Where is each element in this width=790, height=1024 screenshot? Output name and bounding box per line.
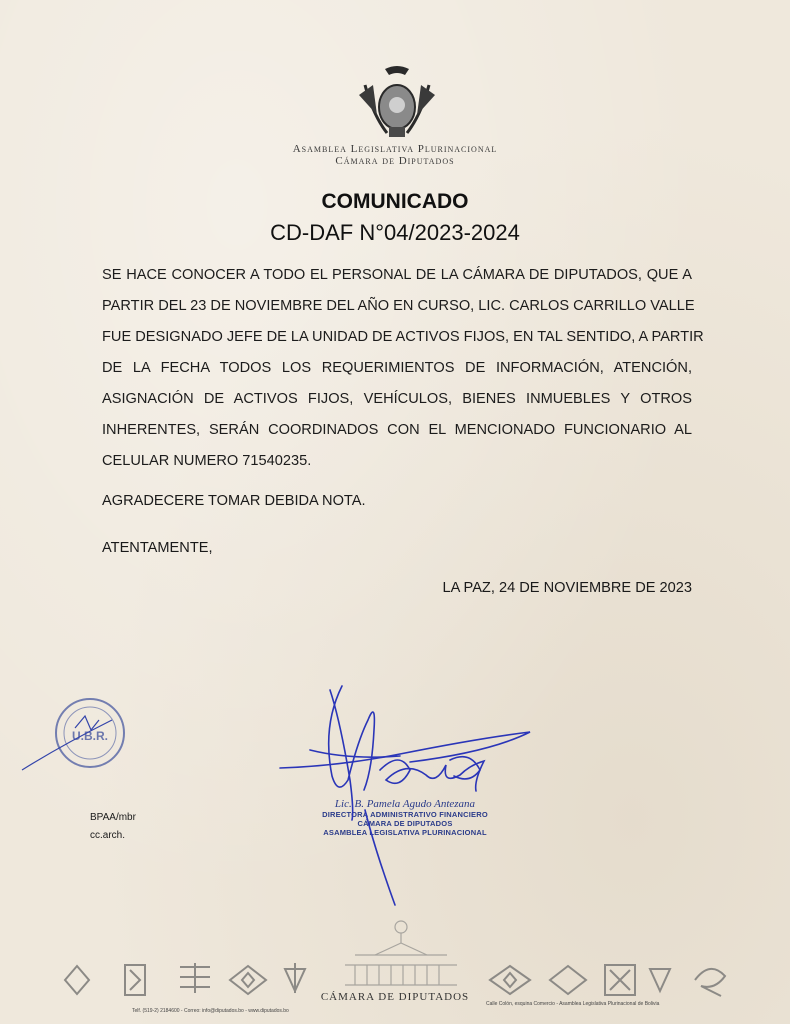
- paragraph-line: DE LA FECHA TODOS LOS REQUERIMIENTOS DE INFORMACIÓN, ATENCIÓN,: [102, 360, 692, 376]
- paragraph-line: SE HACE CONOCER A TODO EL PERSONAL DE LA CÁMARA DE DIPUTADOS, QUE A: [102, 267, 692, 283]
- paragraph-main: [102, 260, 704, 477]
- paragraph-note: AGRADECERE TOMAR DEBIDA NOTA.: [102, 493, 366, 509]
- handwritten-signature-icon: [270, 680, 540, 920]
- stamp-text: U.B.R.: [72, 729, 108, 743]
- document-code: CD-DAF N°04/2023-2024: [270, 220, 520, 245]
- institution-line-2: Cámara de Diputados: [335, 155, 455, 167]
- signer-name: Lic. B. Pamela Agudo Antezana: [334, 798, 476, 810]
- signer-role-1: DIRECTORA ADMINISTRATIVO FINANCIERO: [322, 810, 488, 819]
- paragraph-line: ASIGNACIÓN DE ACTIVOS FIJOS, VEHÍCULOS, BIENES INMUEBLES Y OTROS: [102, 391, 692, 407]
- paragraph-line: PARTIR DEL 23 DE NOVIEMBRE DEL AÑO EN CURSO, LIC. CARLOS CARRILLO VALLE: [102, 298, 695, 314]
- paragraph-line: INHERENTES, SERÁN COORDINADOS CON EL MENCIONADO FUNCIONARIO AL: [102, 422, 692, 438]
- footer-label: CÁMARA DE DIPUTADOS: [320, 991, 470, 1003]
- round-stamp-icon: [20, 688, 130, 778]
- footer-address: Calle Colón, esquina Comercio - Asamblea Legislativa Plurinacional de Bolivia: [486, 1001, 660, 1007]
- document-title: COMUNICADO: [321, 190, 469, 213]
- institution-line-1: Asamblea Legislativa Plurinacional: [292, 143, 498, 155]
- closing: ATENTAMENTE,: [102, 540, 213, 556]
- place-date: LA PAZ, 24 DE NOVIEMBRE DE 2023: [442, 580, 692, 596]
- footer-contact: Telf. (519-2) 2184600 - Correo: info@diputados.bo - www.diputados.bo: [132, 1008, 289, 1014]
- paragraph-line: FUE DESIGNADO JEFE DE LA UNIDAD DE ACTIVOS FIJOS, EN TAL SENTIDO, A PARTIR: [102, 329, 704, 345]
- reference-initials: BPAA/mbr: [90, 812, 136, 823]
- signer-role-2: CÁMARA DE DIPUTADOS: [357, 819, 453, 828]
- building-logo-icon: [335, 915, 467, 993]
- signer-role-3: ASAMBLEA LEGISLATIVA PLURINACIONAL: [323, 828, 487, 837]
- reference-copy: cc.arch.: [90, 830, 126, 841]
- coat-of-arms-icon: [355, 65, 439, 143]
- paragraph-line: CELULAR NUMERO 71540235.: [102, 453, 312, 469]
